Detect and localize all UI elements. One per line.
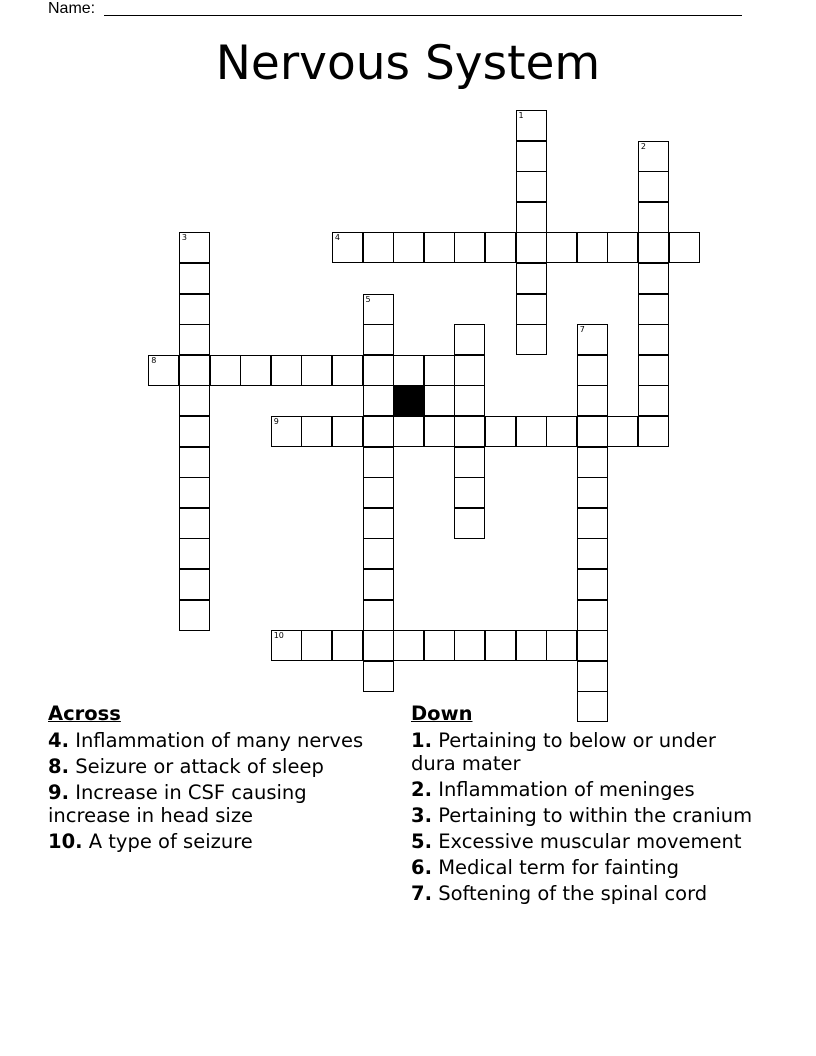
grid-cell[interactable] — [577, 232, 608, 263]
cell-number: 5 — [365, 294, 371, 304]
cell-number: 10 — [273, 631, 284, 641]
grid-cell[interactable] — [179, 324, 210, 355]
cell-number: 7 — [579, 325, 585, 335]
across-heading: Across — [48, 702, 121, 725]
grid-cell[interactable] — [577, 324, 608, 355]
grid-cell[interactable] — [577, 477, 608, 508]
grid-cell[interactable] — [516, 416, 547, 447]
grid-cell[interactable] — [638, 141, 669, 172]
clue-down-5: 5. Excessive muscular movement — [411, 830, 742, 853]
cell-number: 2 — [640, 141, 646, 151]
grid-cell[interactable] — [454, 355, 485, 386]
grid-cell[interactable] — [577, 661, 608, 692]
grid-cell[interactable] — [179, 294, 210, 325]
grid-cell[interactable] — [148, 355, 179, 386]
grid-cell[interactable] — [179, 447, 210, 478]
grid-cell[interactable] — [516, 263, 547, 294]
grid-cell[interactable] — [393, 355, 424, 386]
cell-number: 8 — [151, 355, 157, 365]
grid-cell[interactable] — [638, 232, 669, 263]
down-heading: Down — [411, 702, 473, 725]
page-title: Nervous System — [215, 36, 601, 91]
grid-cell[interactable] — [424, 355, 455, 386]
grid-cell[interactable] — [577, 385, 608, 416]
grid-cell[interactable] — [301, 630, 332, 661]
grid-cell[interactable] — [179, 355, 210, 386]
grid-cell[interactable] — [424, 630, 455, 661]
grid-cell[interactable] — [577, 569, 608, 600]
grid-cell[interactable] — [577, 355, 608, 386]
grid-cell[interactable] — [393, 232, 424, 263]
grid-cell[interactable] — [301, 355, 332, 386]
grid-cell[interactable] — [240, 355, 271, 386]
grid-cell[interactable] — [577, 416, 608, 447]
clue-down-3: 3. Pertaining to within the cranium — [411, 804, 753, 827]
grid-cell[interactable] — [577, 508, 608, 539]
grid-cell[interactable] — [454, 385, 485, 416]
cell-number: 4 — [334, 233, 340, 243]
grid-cell[interactable] — [363, 600, 394, 631]
grid-cell[interactable] — [332, 630, 363, 661]
grid-cell[interactable] — [179, 600, 210, 631]
grid-cell[interactable] — [485, 630, 516, 661]
grid-cell[interactable] — [577, 600, 608, 631]
grid-cell[interactable] — [363, 538, 394, 569]
cell-number: 9 — [273, 417, 279, 426]
clue-across-10: 10. A type of seizure — [48, 830, 253, 853]
grid-cell[interactable] — [638, 385, 669, 416]
grid-cell[interactable] — [516, 202, 547, 233]
grid-cell[interactable] — [516, 294, 547, 325]
grid-cell[interactable] — [179, 232, 210, 263]
grid-cell[interactable] — [271, 355, 302, 386]
grid-cell[interactable] — [638, 202, 669, 233]
grid-cell[interactable] — [454, 416, 485, 447]
grid-cell[interactable] — [516, 324, 547, 355]
grid-cell[interactable] — [363, 447, 394, 478]
grid-cell[interactable] — [424, 385, 455, 416]
grid-cell[interactable] — [577, 630, 608, 661]
grid-cell[interactable] — [179, 569, 210, 600]
grid-cell[interactable] — [271, 630, 302, 661]
grid-cell[interactable] — [363, 569, 394, 600]
grid-cell[interactable] — [454, 447, 485, 478]
grid-cell[interactable] — [454, 508, 485, 539]
grid-cell[interactable] — [485, 416, 516, 447]
clue-down-6: 6. Medical term for fainting — [411, 856, 680, 879]
grid-cell[interactable] — [179, 416, 210, 447]
grid-cell[interactable] — [638, 355, 669, 386]
grid-cell[interactable] — [516, 141, 547, 172]
grid-cell[interactable] — [546, 416, 577, 447]
grid-cell[interactable] — [669, 232, 700, 263]
grid-cell[interactable] — [363, 416, 394, 447]
clue-down-1: 1. Pertaining to below or under dura mater — [411, 729, 716, 775]
grid-cell[interactable] — [516, 110, 547, 141]
grid-cell[interactable] — [577, 447, 608, 478]
clue-across-8: 8. Seizure or attack of sleep — [48, 755, 324, 778]
grid-cell[interactable] — [638, 171, 669, 202]
cell-number: 1 — [518, 111, 524, 120]
grid-cell[interactable] — [363, 508, 394, 539]
clue-across-9: 9. Increase in CSF causing increase in head size — [48, 781, 307, 827]
grid-cell[interactable] — [363, 324, 394, 355]
grid-cell[interactable] — [363, 385, 394, 416]
down-clues — [411, 702, 756, 908]
grid-cell[interactable] — [454, 477, 485, 508]
grid-cell[interactable] — [271, 416, 302, 447]
grid-cell[interactable] — [179, 263, 210, 294]
grid-cell[interactable] — [363, 661, 394, 692]
grid-cell[interactable] — [332, 355, 363, 386]
grid-cell[interactable] — [638, 324, 669, 355]
grid-cell[interactable] — [454, 630, 485, 661]
cell-number: 3 — [181, 233, 187, 243]
grid-cell[interactable] — [424, 232, 455, 263]
grid-cell[interactable] — [210, 355, 241, 386]
grid-cell[interactable] — [363, 477, 394, 508]
grid-cell[interactable] — [332, 416, 363, 447]
grid-cell[interactable] — [424, 416, 455, 447]
grid-cell[interactable] — [454, 324, 485, 355]
grid-cell[interactable] — [363, 355, 394, 386]
grid-cell[interactable] — [638, 294, 669, 325]
grid-cell[interactable] — [516, 630, 547, 661]
grid-cell[interactable] — [332, 232, 363, 263]
grid-cell[interactable] — [363, 630, 394, 661]
grid-cell[interactable] — [638, 416, 669, 447]
clue-down-7: 7. Softening of the spinal cord — [411, 882, 708, 905]
clue-down-2: 2. Inflammation of meninges — [411, 778, 695, 801]
grid-cell[interactable] — [577, 538, 608, 569]
grid-cell[interactable] — [546, 630, 577, 661]
grid-cell[interactable] — [179, 538, 210, 569]
grid-cell[interactable] — [393, 630, 424, 661]
clue-across-4: 4. Inflammation of many nerves — [48, 729, 364, 752]
grid-cell[interactable] — [179, 508, 210, 539]
grid-cell[interactable] — [638, 263, 669, 294]
grid-cell[interactable] — [179, 477, 210, 508]
grid-cell[interactable] — [546, 232, 577, 263]
across-clues — [48, 702, 393, 856]
grid-cell[interactable] — [179, 385, 210, 416]
grid-cell[interactable] — [393, 416, 424, 447]
grid-cell[interactable] — [516, 232, 547, 263]
grid-cell[interactable] — [516, 171, 547, 202]
grid-cell[interactable] — [607, 232, 638, 263]
grid-cell[interactable] — [485, 232, 516, 263]
grid-cell[interactable] — [607, 416, 638, 447]
grid-block — [393, 385, 424, 416]
name-label: Name: — [48, 0, 96, 17]
grid-cell[interactable] — [454, 232, 485, 263]
grid-cell[interactable] — [363, 232, 394, 263]
grid-cell[interactable] — [363, 294, 394, 325]
grid-cell[interactable] — [301, 416, 332, 447]
